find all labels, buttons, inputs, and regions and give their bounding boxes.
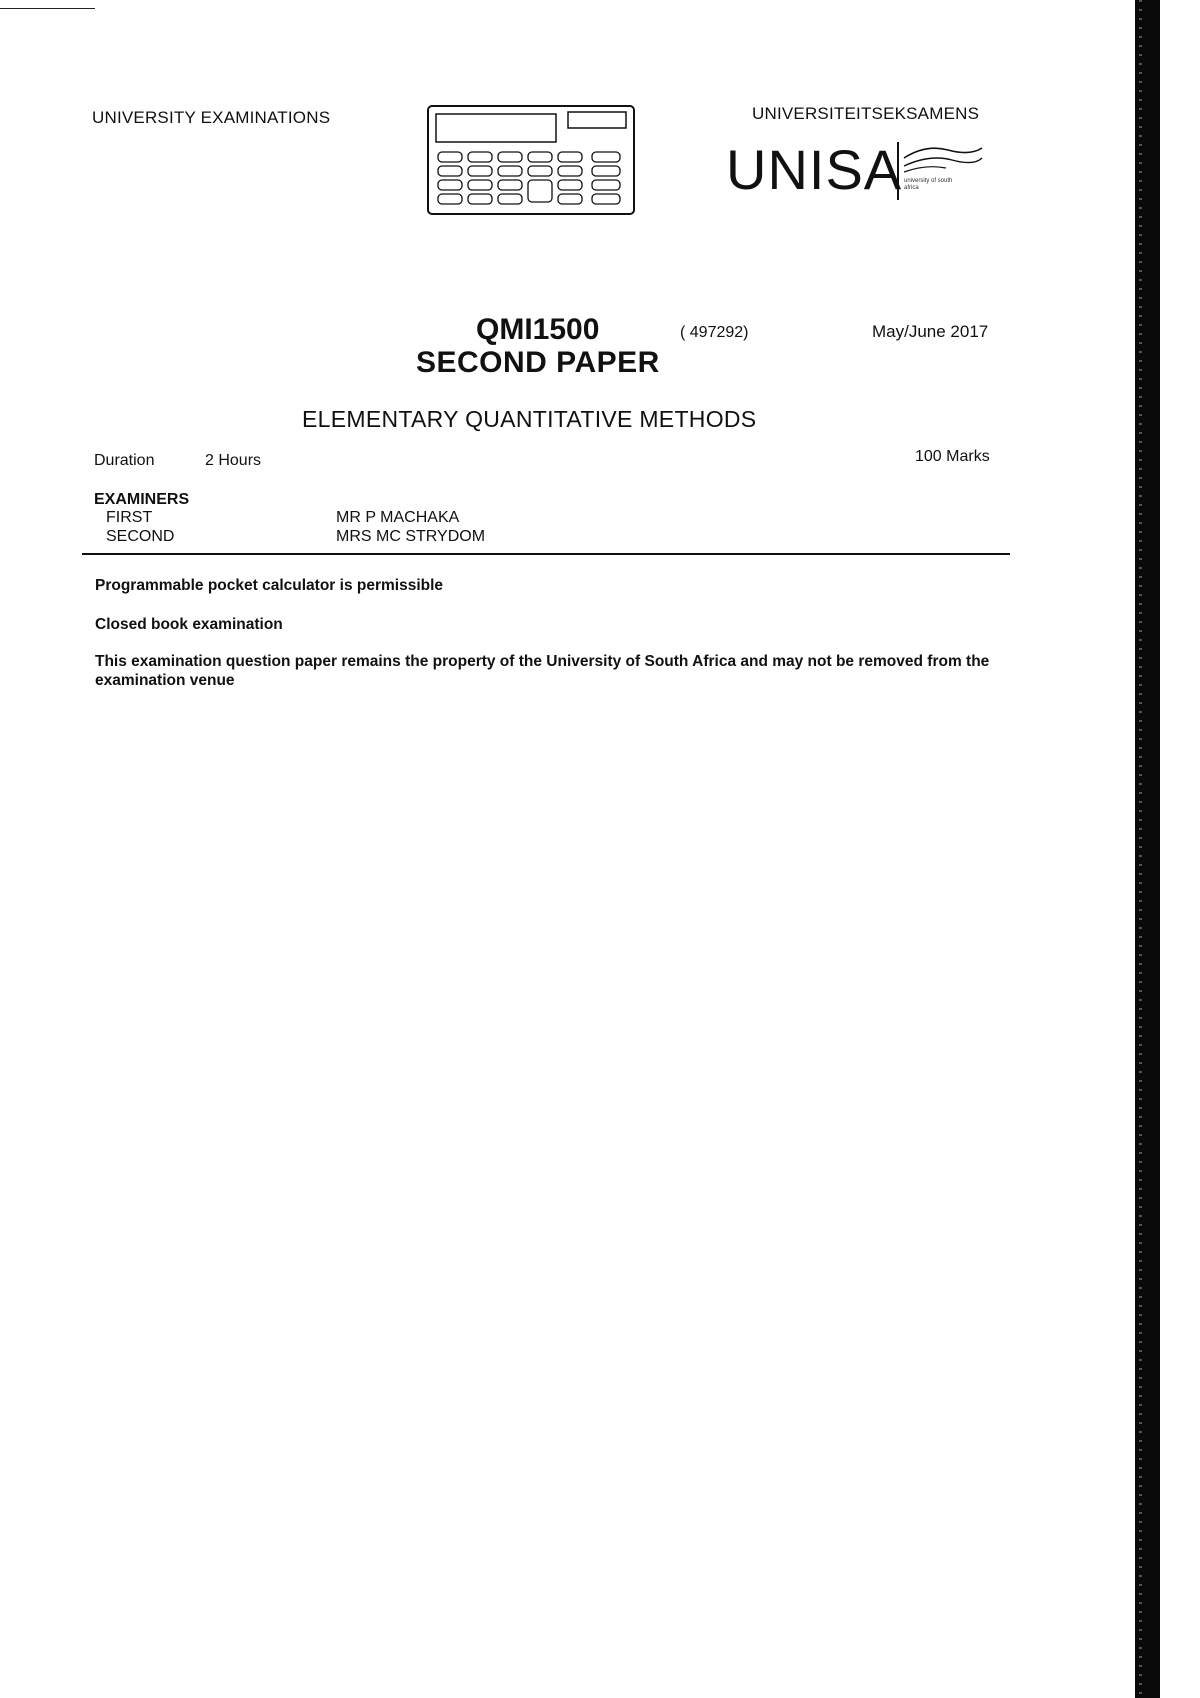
- unisa-logo-mark-icon: [896, 140, 986, 202]
- total-marks: 100 Marks: [915, 448, 990, 465]
- calculator-icon: [426, 104, 636, 216]
- paper-number: ( 497292): [680, 324, 749, 341]
- second-examiner-name: MRS MC STRYDOM: [336, 528, 486, 545]
- exam-session: May/June 2017: [872, 322, 989, 341]
- duration-label: Duration: [94, 452, 155, 469]
- second-examiner-label: SECOND: [106, 528, 175, 545]
- header-divider: [82, 553, 1010, 555]
- first-examiner-label: FIRST: [106, 509, 153, 526]
- instruction-calculator: Programmable pocket calculator is permissible: [95, 577, 444, 594]
- instruction-property: This examination question paper remains the property of the University of South Africa and may not be removed from the examination venue: [95, 653, 990, 689]
- unisa-logo-subtext: university of south africa: [904, 178, 953, 191]
- duration-value: 2 Hours: [205, 452, 262, 469]
- scan-top-rule: [0, 8, 95, 9]
- unisa-logo-text: UNISA: [726, 138, 903, 201]
- university-examinations-label: UNIVERSITY EXAMINATIONS: [92, 108, 331, 127]
- first-examiner-name: MR P MACHAKA: [336, 509, 460, 526]
- course-code: QMI1500: [476, 313, 600, 346]
- examiners-heading: EXAMINERS: [94, 491, 190, 508]
- instruction-closed-book: Closed book examination: [95, 616, 283, 633]
- unisa-logo: [726, 138, 986, 202]
- scan-edge-border: [1135, 0, 1160, 1698]
- subject-title: ELEMENTARY QUANTITATIVE METHODS: [302, 406, 757, 432]
- universiteitseksamens-label: UNIVERSITEITSEKSAMENS: [752, 104, 980, 123]
- paper-label: SECOND PAPER: [416, 346, 660, 379]
